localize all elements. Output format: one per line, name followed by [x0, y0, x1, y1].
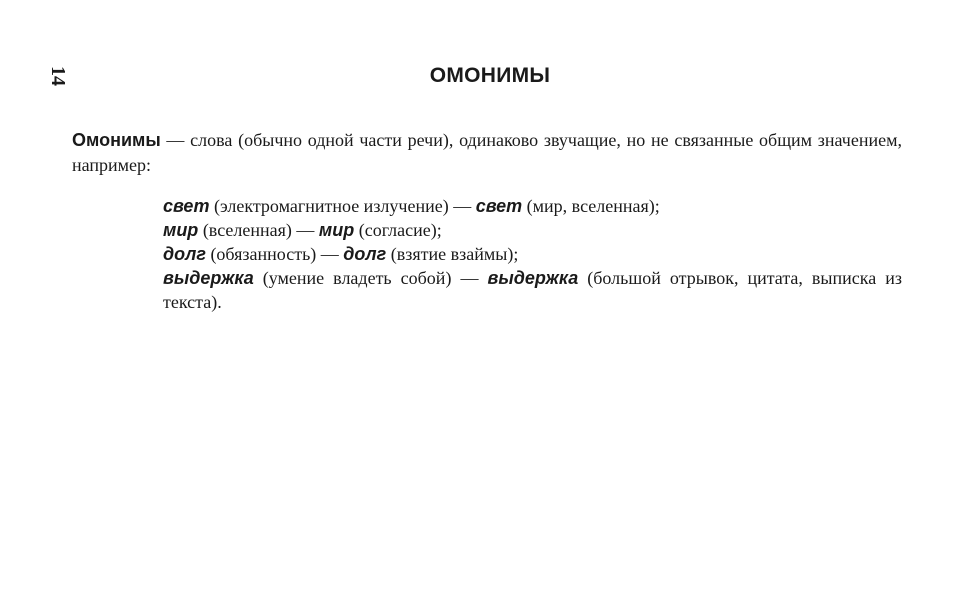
- example-gloss: (электромагнитное излучение) —: [209, 196, 476, 216]
- example-gloss: (умение владеть собой) —: [253, 268, 488, 288]
- definition-paragraph: [72, 128, 902, 178]
- example-word: мир: [318, 220, 355, 240]
- page-number: 14: [47, 66, 69, 86]
- example-word: выдержка: [487, 268, 579, 288]
- example-item: [163, 194, 902, 218]
- example-word: свет: [475, 196, 523, 216]
- definition-text: — слова (обычно одной части речи), одинаково звучащие, но не связанные общим значением, например:: [72, 130, 902, 175]
- example-word: выдержка: [163, 268, 254, 288]
- example-item: [163, 242, 902, 266]
- section-heading: ОМОНИМЫ: [429, 64, 551, 87]
- example-word: долг: [343, 244, 387, 264]
- example-word: мир: [163, 220, 199, 240]
- example-word: свет: [163, 196, 210, 216]
- example-gloss: (мир, вселенная);: [522, 196, 660, 216]
- example-gloss: (согласие);: [354, 220, 442, 240]
- example-gloss: (вселенная) —: [198, 220, 319, 240]
- example-gloss: (обязанность) —: [205, 244, 344, 264]
- defined-term: Омонимы: [72, 130, 161, 150]
- example-gloss: (большой отрывок, цитата, выписка из текста).: [163, 268, 903, 312]
- example-word: долг: [163, 244, 206, 264]
- example-item: [163, 218, 902, 242]
- examples-list: [163, 194, 902, 314]
- example-item: [163, 266, 902, 314]
- example-gloss: (взятие взаймы);: [386, 244, 519, 264]
